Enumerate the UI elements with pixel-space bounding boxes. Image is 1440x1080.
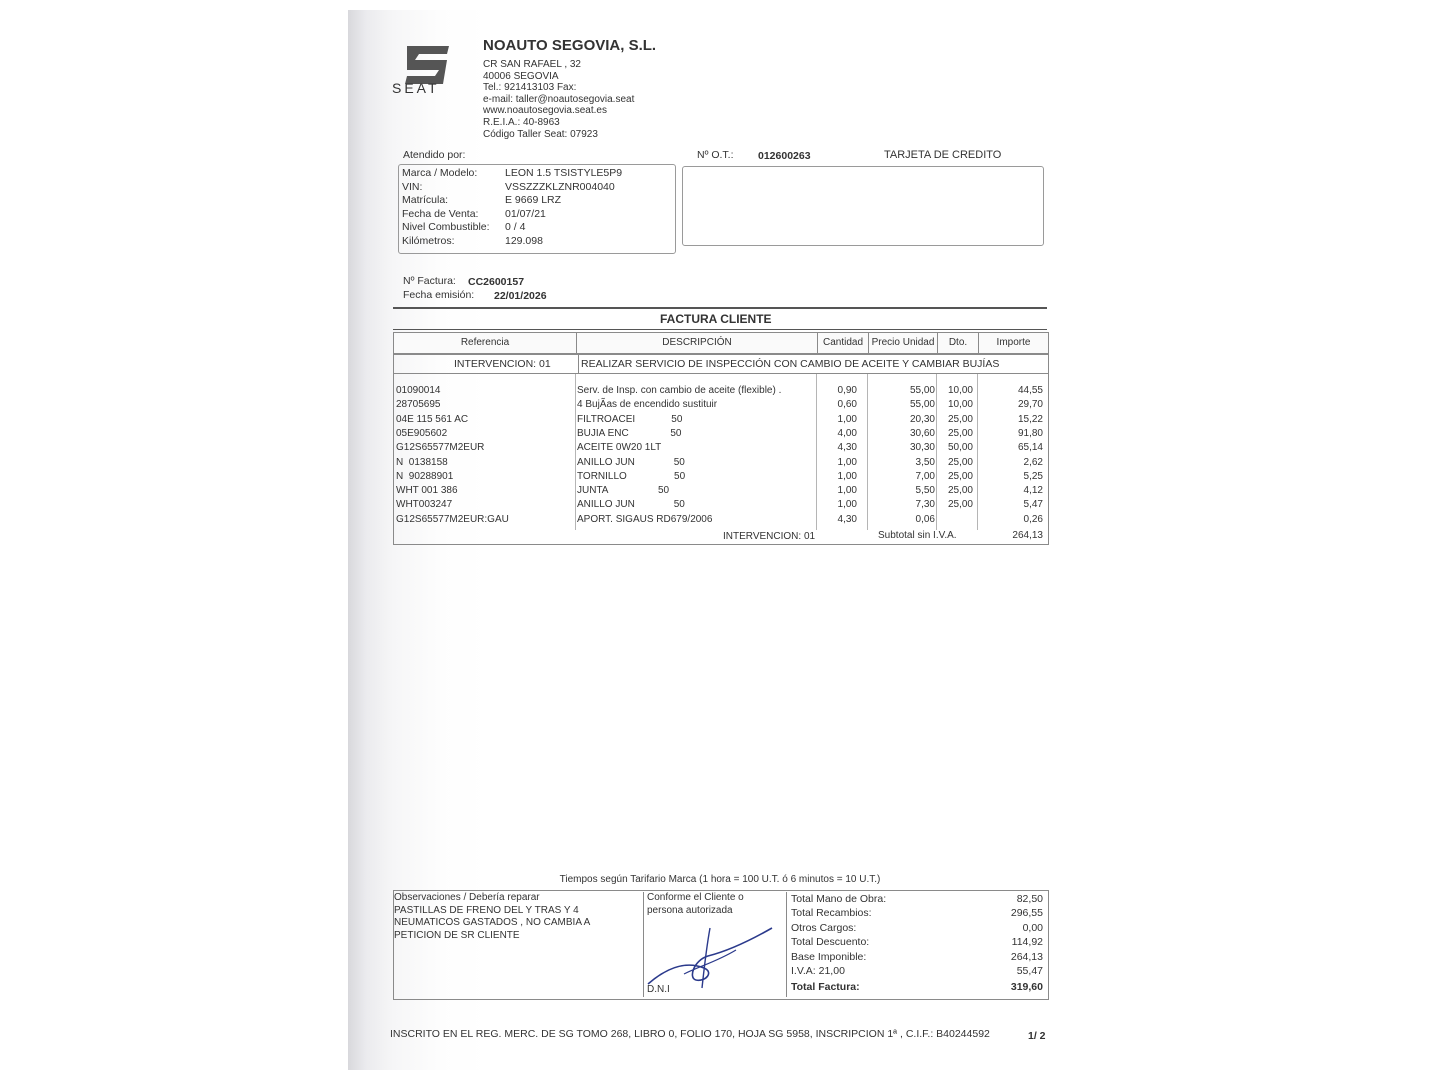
total-factura-value: 319,60: [1010, 981, 1043, 994]
cell-qty: 1,00: [837, 485, 857, 497]
address-line: CR SAN RAFAEL , 32: [483, 59, 581, 70]
column-header: DESCRIPCIÓN: [577, 333, 818, 353]
cell-qty: 4,00: [837, 427, 857, 439]
vehicle-label: Fecha de Venta:: [402, 207, 479, 220]
cell-desc: 4 BujÃas de encendido sustituir: [577, 399, 718, 411]
cell-dto: 25,00: [947, 427, 973, 439]
cell-dto: 10,00: [947, 385, 973, 396]
vehicle-value: 129.098: [505, 234, 543, 247]
payment-method: TARJETA DE CREDITO: [884, 149, 1002, 161]
cell-desc: APORT. SIGAUS RD679/2006: [577, 513, 713, 525]
totals-label: Total Recambios:: [791, 907, 872, 920]
cell-desc: ANILLO JUN 50: [577, 499, 685, 511]
vehicle-label: Kilómetros:: [402, 234, 455, 247]
cell-ref: G12S65577M2EUR: [396, 442, 485, 454]
vehicle-row: [402, 167, 622, 181]
cell-price: 55,00: [909, 385, 935, 396]
subtotal-label: Subtotal sin I.V.A.: [878, 530, 957, 541]
cell-ref: N 90288901: [396, 470, 454, 482]
vehicle-row: [402, 194, 622, 208]
cell-ref: WHT003247: [396, 499, 453, 511]
ot-label: Nº O.T.:: [697, 149, 734, 161]
invoice-page: [348, 10, 1060, 1070]
table-row: [393, 399, 1047, 413]
cell-price: 7,30: [915, 499, 935, 511]
cell-dto: 25,00: [947, 413, 973, 425]
cell-dto: 25,00: [947, 470, 973, 482]
address-line: Tel.: 921413103 Fax:: [483, 82, 577, 94]
address-line: R.E.I.A.: 40-8963: [483, 116, 560, 128]
company-name: NOAUTO SEGOVIA, S.L.: [483, 37, 657, 54]
column-header: Cantidad: [818, 333, 869, 353]
intervention-description: REALIZAR SERVICIO DE INSPECCIÓN CON CAMBIO DE ACEITE Y CAMBIAR BUJÍAS: [578, 355, 999, 373]
cell-price: 5,50: [915, 485, 935, 497]
table-row: [393, 485, 1047, 499]
line-items: [393, 385, 1047, 530]
cell-ref: 28705695: [396, 399, 441, 411]
vehicle-value: VSSZZZKLZNR004040: [505, 180, 615, 193]
totals-row: [791, 892, 1043, 906]
cell-price: 20,30: [909, 413, 935, 425]
invoice-number-label: Nº Factura:: [403, 275, 456, 287]
intervention-row: [393, 354, 1049, 374]
vehicle-label: Nivel Combustible:: [402, 221, 490, 233]
cell-desc: BUJIA ENC 50: [577, 427, 682, 439]
atendido-label: Atendido por:: [403, 149, 466, 161]
divider: [393, 329, 1047, 330]
column-header: Precio Unidad: [869, 333, 938, 353]
observations-line: NEUMATICOS GASTADOS , NO CAMBIA A: [394, 917, 591, 928]
cell-price: 55,00: [909, 399, 935, 411]
cell-ref: N 0138158: [396, 456, 448, 468]
cell-price: 3,50: [915, 456, 935, 468]
totals: [791, 892, 1043, 995]
cell-ref: G12S65577M2EUR:GAU: [396, 513, 509, 525]
cell-ref: 04E 115 561 AC: [396, 413, 469, 425]
totals-value: 264,13: [1010, 950, 1043, 963]
intervention-label: INTERVENCION: 01: [454, 358, 551, 370]
cell-dto: 25,00: [947, 456, 973, 468]
column-header: Dto.: [938, 333, 979, 353]
column-header: Referencia: [394, 333, 577, 353]
table-row: [393, 457, 1047, 471]
vehicle-table: [402, 167, 622, 248]
vehicle-label: Matrícula:: [402, 194, 449, 206]
column-header: Importe: [996, 337, 1031, 348]
vehicle-row: [402, 235, 622, 249]
totals-row: [791, 921, 1043, 935]
subtotal-value: 264,13: [1012, 530, 1043, 541]
cell-qty: 0,60: [837, 399, 857, 411]
observations: [394, 892, 640, 942]
cell-amount: 2,62: [1023, 456, 1043, 468]
cell-qty: 1,00: [837, 470, 857, 482]
totals-value: 0,00: [1022, 921, 1043, 934]
dni-label: D.N.I: [647, 984, 670, 995]
vehicle-value: LEON 1.5 TSISTYLE5P9: [505, 167, 623, 179]
cell-desc: ACEITE 0W20 1LT: [577, 442, 662, 454]
totals-value: 296,55: [1010, 907, 1043, 920]
table-row: [393, 499, 1047, 513]
table-row: [393, 514, 1047, 528]
cell-ref: WHT 001 386: [396, 485, 458, 497]
observations-line: PASTILLAS DE FRENO DEL Y TRAS Y 4: [394, 904, 579, 916]
observations-title: Observaciones / Debería reparar: [394, 892, 540, 903]
totals-label: Total Descuento:: [791, 936, 870, 949]
totals-label: Otros Cargos:: [791, 921, 857, 934]
vehicle-row: [402, 208, 622, 222]
cell-dto: 25,00: [947, 485, 973, 497]
cell-amount: 4,12: [1023, 485, 1043, 497]
totals-value: 114,92: [1011, 936, 1043, 949]
cell-desc: Serv. de Insp. con cambio de aceite (flexible) .: [577, 385, 782, 396]
vehicle-row: [402, 181, 622, 195]
address-line: e-mail: taller@noautosegovia.seat: [483, 93, 635, 105]
address-line: Código Taller Seat: 07923: [483, 128, 598, 140]
signature-icon: [644, 920, 786, 990]
invoice-title: FACTURA CLIENTE: [660, 312, 772, 326]
cell-amount: 5,47: [1023, 499, 1043, 511]
conforme-line: persona autorizada: [647, 904, 733, 916]
invoice-number: CC2600157: [468, 276, 525, 288]
cell-amount: 29,70: [1017, 399, 1043, 411]
vehicle-label: Marca / Modelo:: [402, 167, 478, 179]
subtotal-intervention: INTERVENCION: 01: [723, 531, 816, 542]
vehicle-label: VIN:: [402, 180, 423, 193]
address-line: www.noautosegovia.seat.es: [483, 105, 607, 117]
cell-desc: JUNTA 50: [577, 485, 670, 497]
table-row: [393, 471, 1047, 485]
total-factura-label: Total Factura:: [791, 981, 860, 994]
cell-qty: 1,00: [837, 499, 857, 511]
ot-value: 012600263: [758, 150, 811, 162]
totals-row: [791, 964, 1043, 978]
brand-wordmark: SEAT: [392, 80, 440, 96]
cell-dto: 10,00: [947, 399, 973, 411]
totals-value: 82,50: [1016, 893, 1043, 905]
table-row: [393, 428, 1047, 442]
cell-price: 0,06: [915, 513, 935, 525]
table-header: [393, 332, 1049, 354]
customer-signature-area: [643, 892, 787, 997]
totals-label: Total Mano de Obra:: [791, 893, 887, 905]
table-row: [393, 414, 1047, 428]
table-row: [393, 442, 1047, 456]
cell-dto: 25,00: [947, 499, 973, 511]
time-rate-note: Tiempos según Tarifario Marca (1 hora = 100 U.T. ó 6 minutos = 10 U.T.): [559, 874, 881, 885]
page-number: 1/ 2: [1028, 1030, 1046, 1042]
totals-label: Base Imponible:: [791, 950, 867, 963]
totals-row: [791, 950, 1043, 964]
cell-amount: 65,14: [1017, 442, 1043, 454]
vehicle-row: [402, 221, 622, 235]
cell-desc: TORNILLO 50: [577, 470, 686, 482]
company-address: [483, 59, 634, 140]
subtotal-row: [393, 530, 1047, 544]
cell-qty: 0,90: [837, 385, 857, 396]
totals-row: [791, 906, 1043, 920]
customer-box: [682, 166, 1044, 246]
vehicle-value: 01/07/21: [505, 207, 546, 220]
cell-amount: 44,55: [1017, 385, 1043, 396]
cell-qty: 4,30: [837, 513, 857, 525]
cell-qty: 1,00: [837, 413, 857, 425]
cell-amount: 91,80: [1017, 427, 1043, 439]
table-row: [393, 385, 1047, 399]
observations-line: PETICION DE SR CLIENTE: [394, 929, 520, 941]
totals-value: 55,47: [1016, 964, 1043, 977]
invoice-date: 22/01/2026: [494, 290, 547, 302]
invoice-date-label: Fecha emisión:: [403, 289, 475, 301]
cell-amount: 5,25: [1023, 470, 1043, 482]
total-factura-row: [791, 980, 1043, 994]
registry-note: INSCRITO EN EL REG. MERC. DE SG TOMO 268, LIBRO 0, FOLIO 170, HOJA SG 5958, INSCRIPCION 1ª , C.I.F.: B40244592: [390, 1028, 990, 1040]
cell-ref: 05E905602: [396, 427, 448, 439]
cell-desc: FILTROACEI 50: [577, 413, 683, 425]
cell-ref: 01090014: [396, 385, 441, 396]
address-line: 40006 SEGOVIA: [483, 70, 559, 82]
totals-row: [791, 935, 1043, 949]
cell-desc: ANILLO JUN 50: [577, 456, 685, 468]
divider: [393, 307, 1047, 309]
cell-dto: 50,00: [947, 442, 973, 454]
cell-amount: 15,22: [1017, 413, 1043, 425]
conforme-line: Conforme el Cliente o: [647, 892, 744, 903]
vehicle-value: 0 / 4: [505, 221, 526, 233]
cell-price: 30,60: [909, 427, 935, 439]
cell-qty: 1,00: [837, 456, 857, 468]
cell-qty: 4,30: [837, 442, 857, 454]
cell-price: 7,00: [915, 470, 935, 482]
cell-amount: 0,26: [1023, 513, 1043, 525]
vehicle-value: E 9669 LRZ: [505, 194, 562, 206]
cell-price: 30,30: [909, 442, 935, 454]
totals-label: I.V.A: 21,00: [791, 964, 845, 977]
